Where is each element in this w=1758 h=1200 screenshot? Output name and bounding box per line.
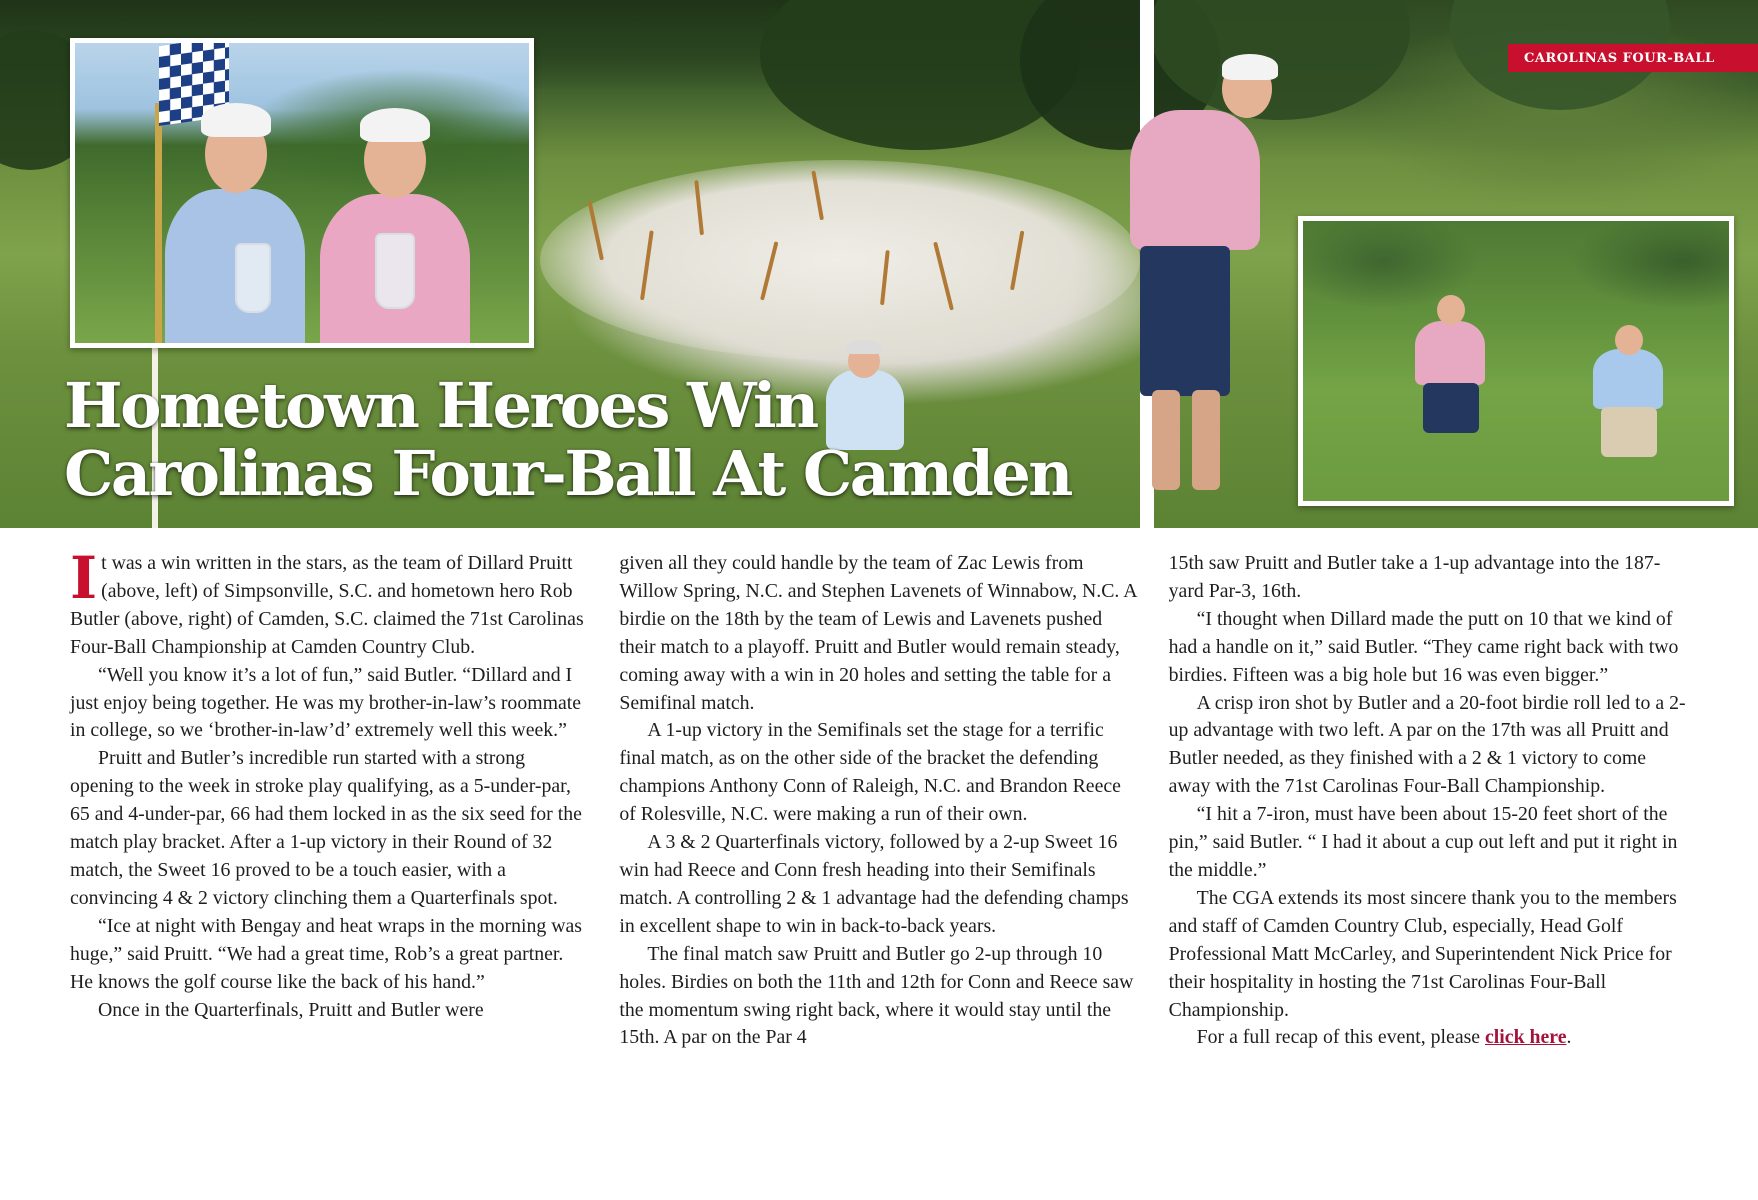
head bbox=[1615, 325, 1643, 355]
cap bbox=[201, 103, 271, 137]
rob-butler bbox=[320, 98, 470, 348]
paragraph: Once in the Quarterfinals, Pruitt and Butler were bbox=[98, 998, 484, 1021]
headline bbox=[64, 369, 1144, 511]
paragraph: A crisp iron shot by Butler and a 20-foot birdie roll led to a 2-up advantage with two left. A par on the 17th was all Pruitt and Butler needed, as they finished with a 2 & 1 victory to come away with the 71st Carolinas Four-Ball Championship. bbox=[1168, 691, 1686, 798]
putting-golfer bbox=[1415, 291, 1505, 471]
crystal-trophy-left bbox=[235, 243, 271, 313]
tee-golfer bbox=[1130, 50, 1280, 500]
watching-golfer bbox=[1593, 321, 1673, 481]
shirt bbox=[1130, 110, 1260, 250]
paragraph: “I hit a 7-iron, must have been about 15-20 feet short of the pin,” said Butler. “ I had it about a cup out left and put it right in the middle.” bbox=[1168, 803, 1678, 881]
section-tag: CAROLINAS FOUR-BALL bbox=[1508, 44, 1758, 72]
headline-line-1: Hometown Heroes Win bbox=[64, 369, 817, 442]
paragraph: Pruitt and Butler’s incredible run started with a strong opening to the week in stroke play qualifying, as a 5-under-par, 65 and 4-under-par, 66 had them locked in as the six seed for the match play bracket. After a 1-up victory in their Round of 32 match, the Sweet 16 proved to be a touch easier, with a convincing 4 & 2 victory clinching them a Quarterfinals spot. bbox=[70, 747, 582, 909]
sand-bunker bbox=[540, 160, 1140, 360]
article-column-3 bbox=[1169, 550, 1688, 1150]
dillard-pruitt bbox=[165, 93, 305, 348]
winners-trophy-photo bbox=[70, 38, 534, 348]
paragraph: The final match saw Pruitt and Butler go 2-up through 10 holes. Birdies on both the 11th and 12th for Conn and Reece saw the momentum swing right back, where it would stay until the 15th. A par on the Par 4 bbox=[619, 942, 1134, 1049]
cap bbox=[1222, 54, 1278, 80]
shirt bbox=[1415, 321, 1485, 385]
drop-cap: I bbox=[70, 544, 98, 612]
crystal-trophy-right bbox=[375, 233, 415, 309]
paragraph: “Ice at night with Bengay and heat wraps in the morning was huge,” said Pruitt. “We had a great time, Rob’s a great partner. He knows the golf course like the back of his hand.” bbox=[70, 914, 582, 993]
article-body bbox=[70, 544, 1688, 1150]
article-column-1 bbox=[70, 544, 589, 1150]
hero-photo bbox=[0, 0, 1758, 528]
paragraph bbox=[70, 544, 589, 662]
shorts bbox=[1601, 407, 1657, 457]
shorts bbox=[1423, 383, 1479, 433]
cap bbox=[846, 340, 882, 354]
paragraph: 15th saw Pruitt and Butler take a 1-up advantage into the 187-yard Par-3, 16th. bbox=[1168, 552, 1661, 602]
headline-line-2: Carolinas Four-Ball At Camden bbox=[64, 437, 1071, 511]
paragraph: The CGA extends its most sincere thank you to the members and staff of Camden Country Club, especially, Head Golf Professional Matt McCarley, and Superintendent Nick Price for their hospitality in hosting the 71st Carolinas Four-Ball Championship. bbox=[1168, 886, 1677, 1021]
closing-period: . bbox=[1566, 1026, 1572, 1049]
flag-pole bbox=[155, 103, 162, 348]
paragraph-text: t was a win written in the stars, as the team of Dillard Pruitt (above, left) of Simpsonville, S.C. and hometown hero Rob Butler (above, right) of Camden, S.C. claimed the 71st Carolinas Four-Ball Championship at Camden Country Club. bbox=[70, 552, 584, 658]
paragraph: A 1-up victory in the Semifinals set the stage for a terrific final match, as on the other side of the bracket the defending champions Anthony Conn of Raleigh, N.C. and Brandon Reece of Rolesville, N.C. were making a run of their own. bbox=[619, 719, 1121, 826]
green-players-photo bbox=[1298, 216, 1734, 506]
closing-paragraph bbox=[1169, 1024, 1688, 1052]
leg bbox=[1152, 390, 1180, 490]
paragraph: “I thought when Dillard made the putt on 10 that we kind of had a handle on it,” said Butler. “They came right back with two birdies. Fifteen was a big hole but 16 was even bigger.” bbox=[1168, 607, 1679, 686]
shorts bbox=[1140, 246, 1230, 396]
shirt bbox=[1593, 349, 1663, 409]
closing-text: For a full recap of this event, please bbox=[1196, 1026, 1486, 1049]
head bbox=[1437, 295, 1465, 325]
paragraph: “Well you know it’s a lot of fun,” said Butler. “Dillard and I just enjoy being together. He was my brother-in-law’s roommate in college, so we ‘brother-in-law’d’ extremely well this week.” bbox=[70, 663, 582, 742]
cap bbox=[360, 108, 430, 142]
paragraph: A 3 & 2 Quarterfinals victory, followed by a 2-up Sweet 16 win had Reece and Conn fresh heading into their Semifinals match. A controlling 2 & 1 advantage had the defending champs in excellent shape to win in back-to-back years. bbox=[619, 831, 1129, 937]
leg bbox=[1192, 390, 1220, 490]
click-here-link[interactable]: click here bbox=[1485, 1026, 1567, 1049]
article-column-2 bbox=[619, 550, 1138, 1150]
paragraph: given all they could handle by the team of Zac Lewis from Willow Spring, N.C. and Stephen Lavenets of Winnabow, N.C. A birdie on the 18th by the team of Lewis and Lavenets pushed their match to a playoff. Pruitt and Butler would remain steady, coming away with a win in 20 holes and setting the table for a Semifinal match. bbox=[619, 552, 1137, 714]
